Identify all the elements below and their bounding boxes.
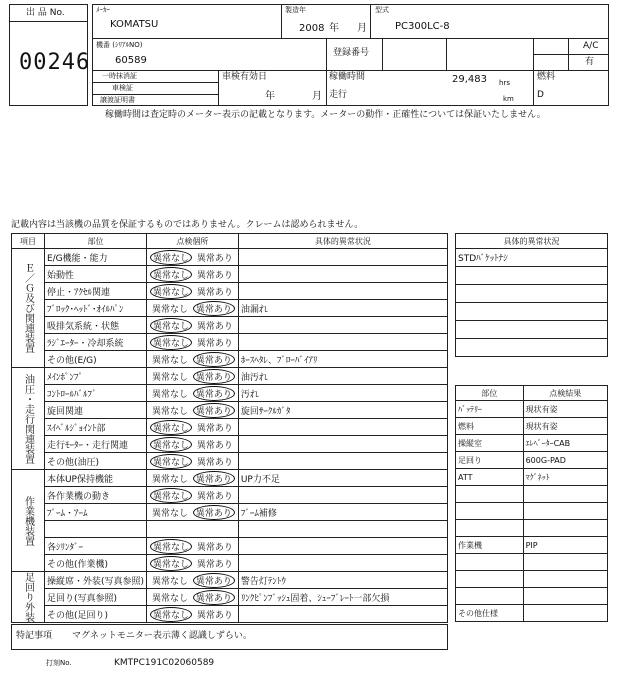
result-part-cell xyxy=(456,486,524,503)
option-issue: 異常あり xyxy=(196,457,233,468)
category-cell xyxy=(12,470,45,572)
part-cell: 操縦席・外装(写真参照) xyxy=(44,572,146,589)
result-value-cell: ｴﾚﾍﾞｰﾀｰCAB xyxy=(523,435,607,452)
result-row xyxy=(456,588,608,605)
detail-cell: ﾎｰｽﾍﾀﾚ、ﾌﾞﾛｰﾊﾞｲｱﾘ xyxy=(238,351,447,368)
detail-cell xyxy=(238,487,447,504)
result-part-cell xyxy=(456,571,524,588)
option-no-issue: 異常なし xyxy=(150,607,192,622)
inspection-date-label: 車検有効日 xyxy=(222,72,268,82)
result-value-cell xyxy=(523,520,607,537)
part-cell: 走行ﾓｰﾀｰ・走行関連 xyxy=(44,436,146,453)
result-part-cell: ATT xyxy=(456,469,524,486)
part-cell: その他(E/G) xyxy=(44,351,146,368)
result-part-cell xyxy=(456,588,524,605)
result-value-cell xyxy=(523,571,607,588)
detail-cell: 油漏れ xyxy=(238,300,447,317)
option-issue: 異常あり xyxy=(193,471,235,486)
detail-cell xyxy=(238,249,447,266)
result-part-header: 部位 xyxy=(456,386,524,401)
part-cell: ｽｲﾍﾞﾙｼﾞｮｲﾝﾄ部 xyxy=(44,419,146,436)
detail-cell: ﾘﾝｸﾋﾟﾝﾌﾞｯｼｭ固着、ｼｭｰﾌﾞﾚｰﾄ一部欠損 xyxy=(238,589,447,606)
col-part-header: 部位 xyxy=(44,234,146,249)
check-options xyxy=(146,266,238,283)
option-no-issue: 異常なし xyxy=(151,406,188,417)
col-item-header: 項目 xyxy=(12,234,45,249)
mileage-label: 走行 xyxy=(329,90,348,100)
option-no-issue: 異常なし xyxy=(151,372,188,383)
ac-value: 有 xyxy=(585,57,595,67)
option-no-issue: 異常なし xyxy=(151,355,188,366)
remarks-label: 特記事項 xyxy=(16,631,53,641)
ac-label: A/C xyxy=(583,41,599,51)
result-value-cell xyxy=(523,605,607,622)
km-unit: km xyxy=(503,95,514,103)
result-value-cell: 現状有姿 xyxy=(523,418,607,435)
year-value: 2008 xyxy=(299,23,325,34)
check-options xyxy=(146,419,238,436)
stamp-number: KMTPC191C02060589 xyxy=(114,658,215,668)
side-detail-cell: STDﾊﾞｹｯﾄﾅｼ xyxy=(456,249,608,267)
option-issue: 異常あり xyxy=(196,440,233,451)
table-row xyxy=(12,283,448,300)
check-options xyxy=(146,385,238,402)
result-value-cell xyxy=(523,503,607,520)
result-part-cell: ﾊﾞｯﾃﾘｰ xyxy=(456,401,524,418)
lot-number-box xyxy=(9,21,91,106)
maker-value: KOMATSU xyxy=(110,19,159,30)
part-cell: ﾌﾞﾛｯｸ･ﾍｯﾄﾞ･ｵｲﾙﾊﾟﾝ xyxy=(44,300,146,317)
part-cell: 旋回関連 xyxy=(44,402,146,419)
check-options xyxy=(146,538,238,555)
option-issue: 異常あり xyxy=(196,542,233,553)
hours-value: 29,483 xyxy=(452,74,487,85)
option-no-issue: 異常なし xyxy=(150,420,192,435)
table-row xyxy=(12,538,448,555)
table-row xyxy=(12,368,448,385)
detail-cell xyxy=(238,436,447,453)
option-issue: 異常あり xyxy=(193,301,235,316)
maker-label: ﾒｰｶｰ xyxy=(96,6,110,14)
table-row xyxy=(12,453,448,470)
result-value-cell: ﾏｸﾞﾈｯﾄ xyxy=(523,469,607,486)
table-row xyxy=(12,572,448,589)
side-detail-row xyxy=(456,339,608,357)
detail-cell xyxy=(238,521,447,538)
part-cell xyxy=(44,521,146,538)
model-label: 型式 xyxy=(375,6,389,14)
side-detail-header: 具体的異常状況 xyxy=(456,234,608,249)
check-options xyxy=(146,521,238,538)
table-row xyxy=(12,589,448,606)
option-issue: 異常あり xyxy=(196,610,233,621)
result-value-cell: 現状有姿 xyxy=(523,401,607,418)
cert-item-3: 譲渡証明書 xyxy=(100,96,135,104)
col-detail-header: 具体的異常状況 xyxy=(238,234,447,249)
side-detail-cell xyxy=(456,339,608,357)
side-detail-row xyxy=(456,321,608,339)
side-detail-cell xyxy=(456,267,608,285)
table-row xyxy=(12,300,448,317)
hours-label: 稼働時間 xyxy=(329,72,366,82)
part-cell: ﾗｼﾞｴｰﾀｰ・冷却系統 xyxy=(44,334,146,351)
table-row xyxy=(12,334,448,351)
side-detail-row xyxy=(456,249,608,267)
option-no-issue: 異常なし xyxy=(151,508,188,519)
side-detail-row xyxy=(456,303,608,321)
part-cell: その他(油圧) xyxy=(44,453,146,470)
table-row xyxy=(12,249,448,266)
result-row xyxy=(456,486,608,503)
detail-cell: 旋回ｻｰｸﾙｶﾞﾀ xyxy=(238,402,447,419)
check-options xyxy=(146,300,238,317)
table-row xyxy=(12,521,448,538)
option-no-issue: 異常なし xyxy=(150,318,192,333)
option-no-issue: 異常なし xyxy=(150,250,192,265)
option-no-issue: 異常なし xyxy=(151,593,188,604)
table-row xyxy=(12,402,448,419)
lot-label-box xyxy=(9,4,88,22)
option-issue: 異常あり xyxy=(193,369,235,384)
part-cell: ﾌﾞｰﾑ・ｱｰﾑ xyxy=(44,504,146,521)
check-options xyxy=(146,351,238,368)
cert-item-2: 車検証 xyxy=(112,84,133,92)
hours-note: 稼働時間は査定時のメーター表示の記載となります。メーターの動作・正確性については保証いたしません。 xyxy=(105,110,546,120)
lot-number: 00246 xyxy=(19,50,91,75)
option-issue: 異常あり xyxy=(193,352,235,367)
table-row xyxy=(12,351,448,368)
option-no-issue: 異常なし xyxy=(151,474,188,485)
category-label: Ｅ／Ｇ及び関連装置 xyxy=(22,263,34,353)
inspection-month-unit: 月 xyxy=(312,91,322,102)
part-cell: E/G機能・能力 xyxy=(44,249,146,266)
option-issue: 異常あり xyxy=(196,253,233,264)
table-row xyxy=(12,606,448,623)
result-value-cell xyxy=(523,588,607,605)
side-detail-row xyxy=(456,285,608,303)
check-options xyxy=(146,334,238,351)
result-row xyxy=(456,418,608,435)
serial-value: 60589 xyxy=(115,55,147,66)
result-part-cell: 操縦室 xyxy=(456,435,524,452)
option-no-issue: 異常なし xyxy=(151,576,188,587)
check-options xyxy=(146,487,238,504)
result-row xyxy=(456,554,608,571)
remarks-box xyxy=(11,624,448,650)
lot-label: 出 品 No. xyxy=(26,8,65,18)
result-table xyxy=(455,385,608,622)
check-options xyxy=(146,572,238,589)
detail-cell xyxy=(238,266,447,283)
result-row xyxy=(456,520,608,537)
part-cell: ｺﾝﾄﾛｰﾙﾊﾞﾙﾌﾞ xyxy=(44,385,146,402)
result-value-cell xyxy=(523,486,607,503)
check-options xyxy=(146,317,238,334)
check-options xyxy=(146,436,238,453)
detail-cell xyxy=(238,555,447,572)
detail-cell xyxy=(238,538,447,555)
result-part-cell: 足回り xyxy=(456,452,524,469)
option-issue: 異常あり xyxy=(196,559,233,570)
option-no-issue: 異常なし xyxy=(150,335,192,350)
result-part-cell xyxy=(456,503,524,520)
option-issue: 異常あり xyxy=(196,491,233,502)
detail-cell xyxy=(238,453,447,470)
option-no-issue: 異常なし xyxy=(150,454,192,469)
result-row xyxy=(456,605,608,622)
category-cell xyxy=(12,368,45,470)
table-row xyxy=(12,555,448,572)
result-row xyxy=(456,503,608,520)
category-cell xyxy=(12,572,45,623)
option-no-issue: 異常なし xyxy=(150,437,192,452)
option-no-issue: 異常なし xyxy=(150,488,192,503)
option-issue: 異常あり xyxy=(196,270,233,281)
detail-cell xyxy=(238,606,447,623)
inspection-table xyxy=(11,233,448,623)
part-cell: 足回り(写真参照) xyxy=(44,589,146,606)
part-cell: ﾒｲﾝﾎﾟﾝﾌﾟ xyxy=(44,368,146,385)
check-options xyxy=(146,606,238,623)
col-check-header: 点検個所 xyxy=(146,234,238,249)
table-row xyxy=(12,436,448,453)
side-detail-cell xyxy=(456,321,608,339)
check-options xyxy=(146,368,238,385)
option-no-issue: 異常なし xyxy=(150,284,192,299)
part-cell: 各作業機の動き xyxy=(44,487,146,504)
result-row xyxy=(456,469,608,486)
option-no-issue: 異常なし xyxy=(150,539,192,554)
detail-cell xyxy=(238,419,447,436)
year-label: 製造年 xyxy=(285,6,306,14)
option-issue: 異常あり xyxy=(193,505,235,520)
result-value-cell xyxy=(523,554,607,571)
category-cell xyxy=(12,249,45,368)
category-label: 足回り外装 xyxy=(22,572,34,622)
result-part-cell: 作業機 xyxy=(456,537,524,554)
option-issue: 異常あり xyxy=(196,423,233,434)
result-row xyxy=(456,452,608,469)
fuel-label: 燃料 xyxy=(537,72,556,82)
option-issue: 異常あり xyxy=(193,403,235,418)
check-options xyxy=(146,402,238,419)
hours-unit: hrs xyxy=(499,79,510,87)
table-row xyxy=(12,317,448,334)
cert-item-1: 一時抹消証 xyxy=(102,72,137,80)
result-value-cell: PIP xyxy=(523,537,607,554)
stamp-label: 打刻No. xyxy=(46,659,72,667)
result-part-cell: その他仕様 xyxy=(456,605,524,622)
side-detail-cell xyxy=(456,285,608,303)
detail-cell xyxy=(238,317,447,334)
result-value-cell: 600G-PAD xyxy=(523,452,607,469)
category-label: 油圧・走行関連装置 xyxy=(22,373,34,464)
serial-label: 機番 (ｼﾘｱﾙNO) xyxy=(96,41,143,49)
result-part-cell xyxy=(456,520,524,537)
table-row xyxy=(12,419,448,436)
part-cell: その他(足回り) xyxy=(44,606,146,623)
side-detail-row xyxy=(456,267,608,285)
option-issue: 異常あり xyxy=(193,386,235,401)
check-options xyxy=(146,589,238,606)
option-issue: 異常あり xyxy=(196,321,233,332)
fuel-value: D xyxy=(537,90,544,100)
option-issue: 異常あり xyxy=(196,287,233,298)
model-value: PC300LC-8 xyxy=(395,21,450,32)
result-part-cell: 燃料 xyxy=(456,418,524,435)
option-no-issue: 異常なし xyxy=(150,556,192,571)
part-cell: 本体UP保持機能 xyxy=(44,470,146,487)
part-cell: その他(作業機) xyxy=(44,555,146,572)
side-detail-cell xyxy=(456,303,608,321)
check-options xyxy=(146,249,238,266)
check-options xyxy=(146,283,238,300)
result-row xyxy=(456,435,608,452)
part-cell: 吸排気系統・状態 xyxy=(44,317,146,334)
remarks-text: マグネットモニター表示薄く認識しずらい。 xyxy=(72,631,252,641)
check-options xyxy=(146,453,238,470)
part-cell: 停止・ｱｸｾﾙ関連 xyxy=(44,283,146,300)
option-no-issue: 異常なし xyxy=(150,267,192,282)
category-label: 作業機装置 xyxy=(22,495,34,546)
option-no-issue: 異常なし xyxy=(151,304,188,315)
table-row xyxy=(12,470,448,487)
table-row xyxy=(12,266,448,283)
table-row xyxy=(12,385,448,402)
option-no-issue: 異常なし xyxy=(151,389,188,400)
table-row xyxy=(12,504,448,521)
check-options xyxy=(146,555,238,572)
option-issue: 異常あり xyxy=(193,590,235,605)
detail-cell: UP力不足 xyxy=(238,470,447,487)
month-unit: 月 xyxy=(357,23,367,34)
detail-cell: 油汚れ xyxy=(238,368,447,385)
option-issue: 異常あり xyxy=(196,338,233,349)
part-cell: 始動性 xyxy=(44,266,146,283)
inspection-year-unit: 年 xyxy=(265,91,275,102)
disclaimer: 記載内容は当該機の品質を保証するものではありません。クレームは認められません。 xyxy=(11,220,364,230)
detail-cell xyxy=(238,283,447,300)
result-row xyxy=(456,537,608,554)
table-row xyxy=(12,487,448,504)
check-options xyxy=(146,504,238,521)
detail-cell: ﾌﾞｰﾑ補修 xyxy=(238,504,447,521)
option-issue: 異常あり xyxy=(193,573,235,588)
result-part-cell xyxy=(456,554,524,571)
detail-cell xyxy=(238,334,447,351)
registration-label: 登録番号 xyxy=(333,48,370,58)
result-row xyxy=(456,571,608,588)
result-row xyxy=(456,401,608,418)
check-options xyxy=(146,470,238,487)
result-header: 点検結果 xyxy=(523,386,607,401)
detail-cell: 汚れ xyxy=(238,385,447,402)
detail-cell: 警告灯ﾃﾝﾄｳ xyxy=(238,572,447,589)
part-cell: 各ｼﾘﾝﾀﾞｰ xyxy=(44,538,146,555)
year-unit: 年 xyxy=(329,23,339,34)
detail-side-table xyxy=(455,233,608,357)
